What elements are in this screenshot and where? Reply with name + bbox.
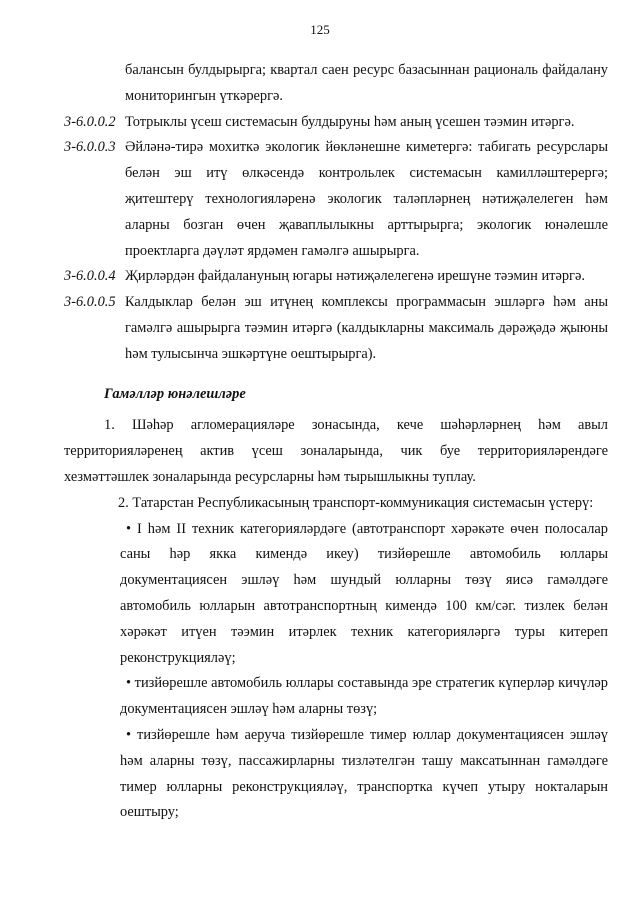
item-code: 3-6.0.0.4 [64,268,116,285]
goal-item [64,110,608,136]
item-text: Тотрыклы үсеш системасын булдыруны һәм аның үсешен тәэмин итәргә. [125,113,575,130]
continued-paragraph: балансын булдырырга; квартал саен ресурс базасыннан рациональ файдалану мониторингын үткәрергә. [125,62,608,104]
goal-item [64,135,608,264]
item-code: 3-6.0.0.2 [64,113,116,130]
bullet-item: • I һәм II техник категорияләрдәге (автотранспорт хәрәкәте өчен полосалар саны һәр якка кимендә икеу) тизйөрешле автомобиль юллары документациясен эшләү һәм шундый юлларны төзү яисә гамәлдәге автомобиль юлларын автотранспортның кимендә 100 км/сәг. тизлек белән хәрәкәт итүен тәэмин итәрлек техник категорияләргә туры китереп реконструкцияләү; [120,520,608,666]
item-code: 3-6.0.0.3 [64,139,116,156]
section-heading: Гамәлләр юнәлешләре [104,385,246,402]
page-body [64,58,608,826]
numbered-paragraph: 2. Татарстан Республикасының транспорт-коммуникация системасын үстерү: [118,494,594,511]
numbered-paragraph: 1. Шәһәр агломерацияләре зонасында, кече шәһәрләрнең һәм авыл территорияләренең актив үсеш зоналарында, чик буе территорияләрендәге хезмәттәшлек зоналарында ресурсларны һәм тырышлыкны туплау. [64,417,608,485]
item-text: Калдыклар белән эш итүнең комплексы программасын эшләргә һәм аны гамәлгә ашырырга тәэмин итәргә (калдыкларны максималь дәрәҗәдә җыюны һәм тулысынча эшкәртүне оештырырга). [125,294,608,362]
item-code: 3-6.0.0.5 [64,294,116,311]
bullet-item: • тизйөрешле һәм аеруча тизйөрешле тимер юллар документациясен эшләү һәм аларны төзү, пассажирларны тизләтелгән ташу максатыннан гамәлдәге тимер юлларны реконструкцияләү, транспортка күчеп утыру нокталарын оештыру; [120,726,608,821]
bullet-item: • тизйөрешле автомобиль юллары составында эре стратегик күперләр кичүләр документациясен эшләү һәм аларны төзү; [120,675,608,718]
goal-item [64,290,608,367]
item-text: Әйләнә-тирә мохиткә экологик йөкләнешне киметергә: табигать ресурслары белән эш итү өлкәсендә контрольлек системасын камилләштерергә; җитештерү технологияләренә экологик таләпләрнең нәтиҗәлелеген һәм аларны бозган өчен җаваплылыкны арттырырга; экологик юнәлешле проектларга дәүләт ярдәмен гамәлгә ашырырга. [125,139,608,259]
item-text: Җирләрдән файдалануның югары нәтиҗәлелегенә ирешүне тәэмин итәргә. [125,268,585,285]
goal-item [64,264,608,290]
page-number: 125 [310,22,330,37]
